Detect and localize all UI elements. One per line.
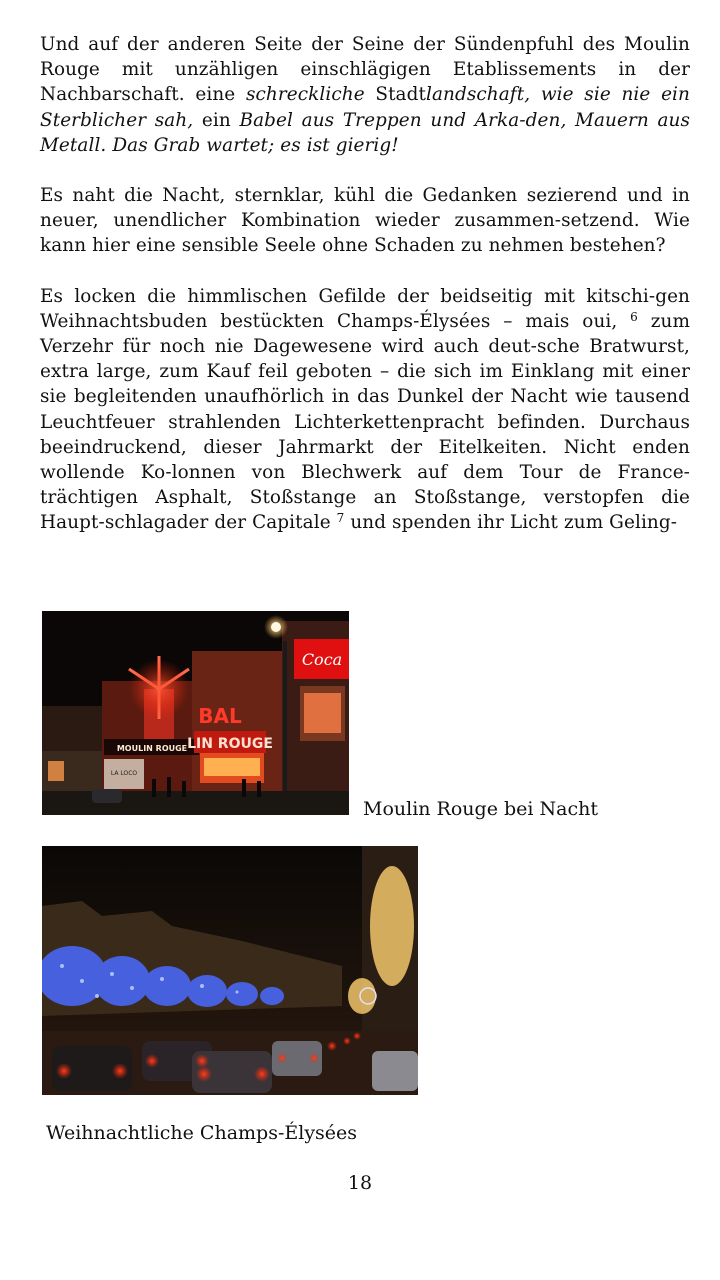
paragraph-3: Es locken die himmlischen Gefilde der beidseitig mit kitschi-gen Weihnachtsbuden bestückten Champs-Élysées – mais oui, $^6$ zum Verzehr für noch nie Dagewesene wird auch deut-sche Bratwurst, extra large, zum Kauf feil geboten – die sich im Einklang mit einer sie begleitenden unaufhörlich in das Dunkel der Nacht wie tausend Leuchtfeuer strahlenden Lichterkettenpracht befinden. Durchaus beeindruckend, dieser Jahrmarkt der Eitelkeiten. Nicht enden wollende Ko-lonnen von Blechwerk auf dem Tour de France-trächtigen Asphalt, Stoßstange an Stoßstange, verstopfen die Haupt-schlagader der Capitale $^7$ und spenden ihr Licht zum Geling- (40, 285, 690, 534)
sign-lin-rouge: LIN ROUGE (187, 736, 273, 752)
paragraph-1: Und auf der anderen Seite der Seine der Sündenpfuhl des Moulin Rouge mit unzähligen einschlägigen Etablissements in der Nachbarschaft. eine schreckliche Stadtlandschaft, wie sie nie ein Sterblicher sah, ein Babel aus Treppen und Arka-den, Mauern aus Metall. Das Grab wartet; es ist gierig! (40, 34, 691, 156)
caption-moulin-rouge: Moulin Rouge bei Nacht (363, 798, 598, 820)
footnote-7: 7 (336, 511, 345, 526)
footnote-6: 6 (630, 309, 638, 324)
sign-la-loco: LA LOCO (110, 770, 138, 777)
page-number: 18 (347, 1172, 373, 1194)
champs-elysees-photo (42, 846, 418, 1095)
sign-moulin: MOULIN ROUGE (116, 744, 188, 753)
paragraph-2: Es naht die Nacht, sternklar, kühl die Gedanken sezierend und in neuer, unendlicher Kombination wieder zusammen-setzend. Wie kann hier eine sensible Seele ohne Schaden zu nehmen bestehen? (40, 185, 690, 257)
body-text (40, 32, 690, 536)
sign-bal: BAL (198, 704, 242, 728)
moulin-rouge-photo (42, 611, 349, 815)
sign-coca: Coca (301, 650, 343, 669)
caption-champs-elysees: Weihnachtliche Champs-Élysées (46, 1122, 358, 1144)
